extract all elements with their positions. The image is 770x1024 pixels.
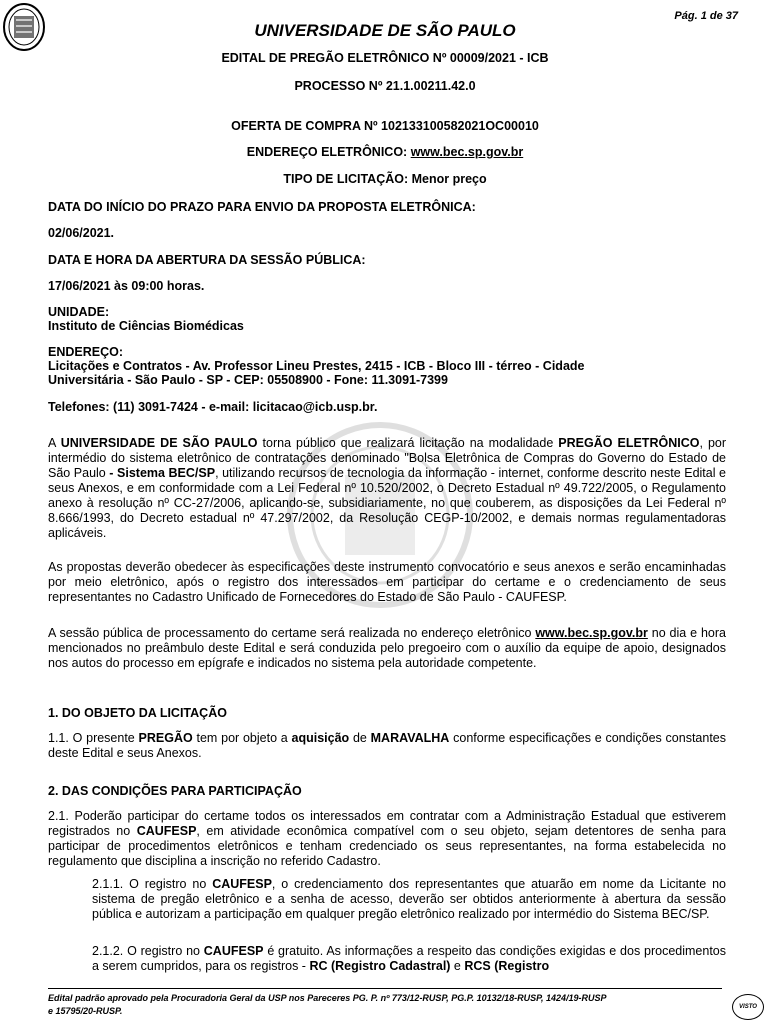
university-title: UNIVERSIDADE DE SÃO PAULO (254, 21, 516, 40)
abertura-label: DATA E HORA DA ABERTURA DA SESSÃO PÚBLICA: (48, 253, 366, 267)
unidade-value: Instituto de Ciências Biomédicas (48, 319, 244, 333)
footer-line-2: e 15795/20-RUSP. (48, 1006, 123, 1016)
tipo-licitacao: TIPO DE LICITAÇÃO: Menor preço (283, 172, 487, 186)
bec-link-inline[interactable]: www.bec.sp.gov.br (535, 626, 648, 640)
endereco-line2: Universitária - São Paulo - SP - CEP: 05508900 - Fone: 11.3091-7399 (48, 373, 448, 387)
endereco-line1: Licitações e Contratos - Av. Professor Lineu Prestes, 2415 - ICB - Bloco III - térreo - Cidade (48, 359, 585, 373)
oferta-number: OFERTA DE COMPRA Nº 102133100582021OC00010 (231, 119, 539, 133)
section-2-paragraph-3: 2.1.2. O registro no CAUFESP é gratuito. As informações a respeito das condições exigidas e dos procedimentos a serem cumpridos, para os registros - RC (Registro Cadastral) e RCS (Registro (92, 944, 726, 973)
bec-link[interactable]: www.bec.sp.gov.br (410, 145, 524, 159)
footer-note (48, 992, 728, 1018)
visto-stamp: VISTO (732, 994, 764, 1020)
prazo-value: 02/06/2021. (48, 226, 115, 240)
intro-paragraph-2: As propostas deverão obedecer às especificações deste instrumento convocatório e seus anexos e serão encaminhadas por meio eletrônico, após o registro dos interessados em participar do certame e o credenciamento de seus representantes no Cadastro Unificado de Fornecedores do Estado de São Paulo - CAUFESP. (48, 560, 726, 604)
page-number: Pág. 1 de 37 (674, 10, 738, 22)
section-1-title: 1. DO OBJETO DA LICITAÇÃO (48, 706, 227, 720)
intro-paragraph-3: A sessão pública de processamento do certame será realizada no endereço eletrônico www.bec.sp.gov.br no dia e hora mencionados no preâmbulo deste Edital e será conduzida pelo pregoeiro com o auxílio da equipe de apoio, designados nos autos do processo em epígrafe e indicados no sistema pela autoridade competente. (48, 626, 727, 670)
electronic-address-label: ENDEREÇO ELETRÔNICO: (246, 145, 411, 159)
abertura-value: 17/06/2021 às 09:00 horas. (48, 279, 205, 293)
section-1-paragraph: 1.1. O presente PREGÃO tem por objeto a aquisição de MARAVALHA conforme especificações e condições constantes deste Edital e seus Anexos. (48, 731, 726, 760)
processo-number: PROCESSO Nº 21.1.00211.42.0 (294, 79, 476, 93)
telefones: Telefones: (11) 3091-7424 - e-mail: licitacao@icb.usp.br. (48, 400, 378, 414)
intro-paragraph-1: A UNIVERSIDADE DE SÃO PAULO torna público que realizará licitação na modalidade PREGÃO ELETRÔNICO, por intermédio do sistema eletrônico de contratações denominado "Bolsa Eletrônica de Compras do Governo do Estado de São Paulo - Sistema BEC/SP, utilizando recursos de tecnologia da informação - internet, conforme descrito neste Edital e seus Anexos, e em conformidade com a Lei Federal nº 10.520/2002, o Decreto Estadual nº 49.722/2005, o Regulamento anexo à resolução nº CC-27/2006, aplicando-se, subsidiariamente, no que couberem, as disposições da Lei Federal nº 8.666/1993, do Decreto estadual nº 47.297/2002, da Resolução CEGP-10/2002, e demais normas regulamentadoras aplicáveis. (48, 436, 727, 540)
electronic-address (0, 145, 770, 159)
section-2-paragraph-2: 2.1.1. O registro no CAUFESP, o credenciamento dos representantes que atuarão em nome da Licitante no sistema de pregão eletrônico e a senha de acesso, deverão ser obtidos anteriormente à abertura da sessão pública e autorizam a participação em qualquer pregão eletrônico realizado por intermédio do Sistema BEC/SP. (92, 877, 726, 921)
edital-title: EDITAL DE PREGÃO ELETRÔNICO Nº 00009/2021 - ICB (221, 51, 549, 65)
prazo-label: DATA DO INÍCIO DO PRAZO PARA ENVIO DA PROPOSTA ELETRÔNICA: (48, 200, 476, 214)
unidade-label: UNIDADE: (48, 305, 110, 319)
footer-line-1: Edital padrão aprovado pela Procuradoria Geral da USP nos Pareceres PG. P. nº 773/12-RUSP, PG.P. 10132/18-RUSP, 1424/19-RUSP (48, 993, 607, 1003)
endereco-label: ENDEREÇO: (48, 345, 124, 359)
footer-divider (48, 988, 722, 989)
section-2-paragraph-1: 2.1. Poderão participar do certame todos os interessados em contratar com a Administração Estadual que estiverem registrados no CAUFESP, em atividade econômica compatível com o seu objeto, sejam detentores de senha para participar de procedimentos eletrônicos e tenham credenciado os seus representantes, na forma estabelecida no regulamento que disciplina a inscrição no referido Cadastro. (48, 809, 726, 868)
section-2-title: 2. DAS CONDIÇÕES PARA PARTICIPAÇÃO (48, 784, 302, 798)
